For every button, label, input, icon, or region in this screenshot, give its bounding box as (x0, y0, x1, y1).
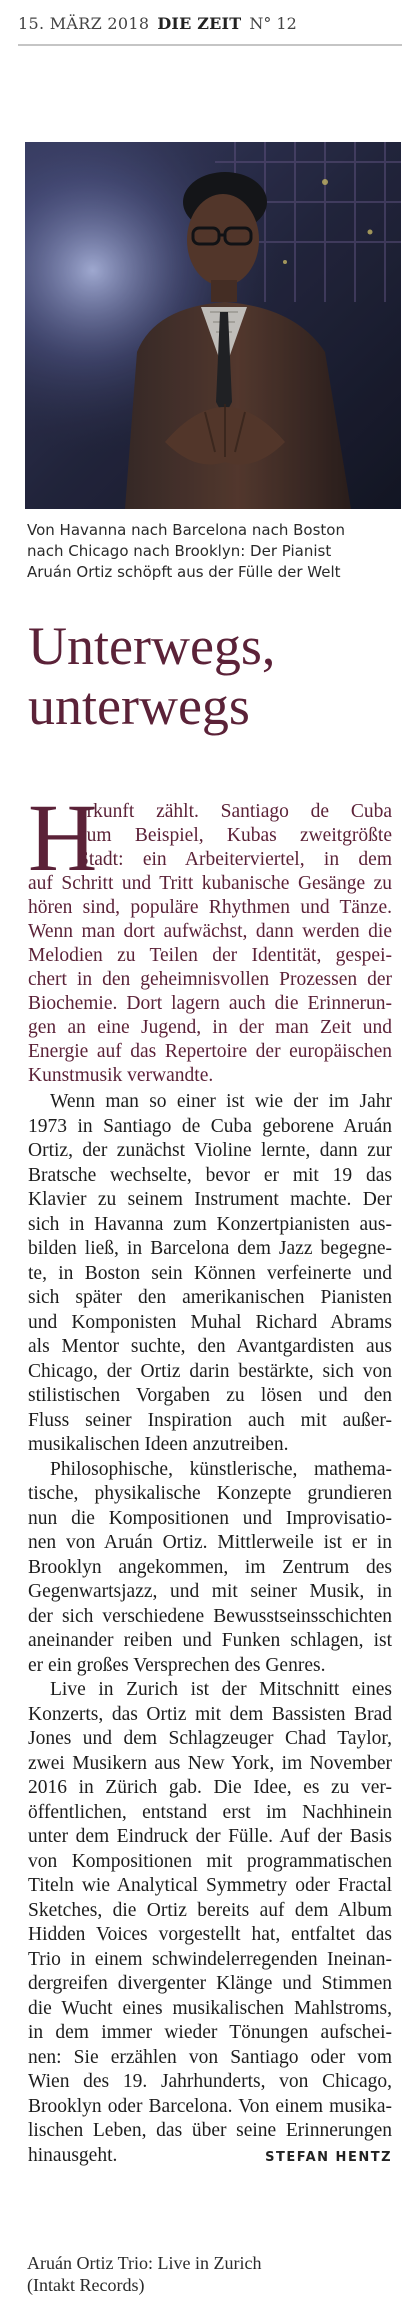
album-title: Aruán Ortiz Trio: Live in Zurich (27, 2253, 262, 2273)
body-line: 1973 in Santiago de Cuba geborene Aruán (28, 1115, 392, 1137)
photo-caption (27, 520, 397, 583)
body-line: öffentlichen, entstand erst im Nachhinein (28, 1801, 392, 1823)
body-line: Klavier zu seinem Instrument machte. Der (28, 1189, 392, 1210)
headline-line: Unterwegs, (28, 616, 276, 676)
intro-line: Energie auf das Repertoire der europäischen (28, 1041, 392, 1062)
caption-line: Aruán Ortiz schöpft aus der Fülle der Welt (27, 563, 341, 581)
body-line: tische, physikalische Konzepte grundieren (28, 1483, 392, 1504)
article-headline (28, 616, 398, 736)
portrait-photo (25, 142, 401, 509)
intro-line: zum Beispiel, Kubas zweitgrößte (78, 825, 392, 846)
body-line: Hidden Voices vorgestellt hat, entfaltet das (28, 1924, 392, 1945)
intro-line: chert in den geheimnisvollen Prozessen der (28, 969, 392, 990)
album-credits (27, 2252, 387, 2296)
intro-line: Stadt: ein Arbeiterviertel, in dem (78, 849, 392, 870)
body-line: unter dem Eindruck der Fülle. Auf der Basis (28, 1826, 392, 1847)
caption-line: Von Havanna nach Barcelona nach Boston (27, 521, 345, 539)
caption-line: nach Chicago nach Brooklyn: Der Pianist (27, 542, 332, 560)
body-line: te, in Boston sein Können verfeinerte und (28, 1262, 392, 1284)
newspaper-name: DIE ZEIT (157, 14, 242, 33)
body-line: 2016 in Zürich gab. Die Idee, es zu ver- (28, 1777, 392, 1798)
body-line: Fluss seiner Inspiration auch mit außer- (28, 1409, 392, 1431)
body-line: er ein großes Versprechen des Genres. (28, 1654, 326, 1676)
intro-line: auf Schritt und Tritt kubanische Gesänge zu (28, 873, 392, 894)
drop-cap: H (28, 784, 98, 891)
body-line: dergreifen divergenter Klänge und Stimmen (28, 1973, 392, 1994)
intro-line: gen an eine Jugend, in der man Zeit und (28, 1017, 392, 1038)
header-divider (18, 44, 402, 46)
body-line: die Wucht eines musikalischen Mahlstroms, (28, 1997, 392, 2019)
body-line: sich in Havanna zum Konzertpianisten aus- (28, 1213, 392, 1235)
intro-line: Kunstmusik verwandte. (28, 1065, 214, 1086)
body-line: Chicago, der Ortiz darin bestärkte, sich von (28, 1360, 392, 1382)
body-line: Wenn man so einer ist wie der im Jahr (50, 1091, 392, 1112)
body-line: Live in Zurich ist der Mitschnitt eines (50, 1679, 392, 1700)
body-line: Brooklyn oder Barcelona. Von einem musika- (28, 2095, 392, 2117)
headline-line: unterwegs (28, 676, 250, 736)
body-line: Titeln wie Analytical Symmetry oder Fractal (28, 1875, 392, 1896)
body-line: und Komponisten Muhal Richard Abrams (28, 1311, 392, 1333)
body-line: Wien des 19. Jahrhunderts, von Chicago, (28, 2071, 392, 2092)
body-line: musikalischen Ideen anzutreiben. (28, 1434, 289, 1455)
portrait-photo-icon (25, 142, 401, 509)
body-line: nen: Sie erzählen von Santiago oder vom (28, 2046, 392, 2068)
body-line: Konzerts, das Ortiz mit dem Bassisten Brad (28, 1703, 392, 1725)
body-line: nun die Kompositionen und Improvisatio- (28, 1507, 392, 1529)
issue-date: 15. MÄRZ 2018 (18, 14, 150, 33)
body-line: stilistischen Vorgaben zu lösen und den (28, 1385, 392, 1406)
body-line: Trio in einem schwindelerregenden Ineinan- (28, 1948, 392, 1970)
issue-number: N° 12 (249, 14, 297, 33)
intro-line: Wenn man dort aufwächst, dann werden die (28, 921, 392, 942)
closing-line (28, 2144, 392, 2171)
body-line: Sketches, die Ortiz bereits auf dem Album (28, 1899, 392, 1921)
body-line: sich später den amerikanischen Pianisten (28, 1287, 392, 1308)
intro-line: erkunft zählt. Santiago de Cuba (78, 801, 392, 822)
article-intro (28, 784, 392, 1088)
body-last-line: hinausgeht. (28, 2144, 118, 2166)
body-line: Brooklyn angekommen, im Zentrum des (28, 1556, 392, 1578)
body-line: von Kompositionen mit programmatischen (28, 1850, 392, 1872)
body-line: zwei Musikern aus New York, im November (28, 1752, 392, 1774)
body-line: der sich verschiedene Bewusstseinsschichten (28, 1605, 392, 1627)
page-header (18, 14, 402, 34)
body-line: Philosophische, künstlerische, mathema- (50, 1458, 392, 1480)
intro-line: Melodien zu Teilen der Identität, gespei- (28, 945, 392, 966)
body-line: aneinander reiben und Funken schlagen, ist (28, 1630, 392, 1651)
author-signature: STEFAN HENTZ (265, 2149, 392, 2165)
body-line: Gegenwartsjazz, und mit seiner Musik, in (28, 1581, 392, 1602)
body-line: in dem immer wieder Tönungen aufschei- (28, 2022, 392, 2043)
body-line: bilden ließ, in Barcelona dem Jazz begegne- (28, 1238, 392, 1259)
body-line: Bratsche wechselte, bevor er mit 19 das (28, 1164, 392, 1186)
body-line: als Mentor suchte, den Avantgardisten aus (28, 1336, 392, 1357)
body-line: Jones und dem Schlagzeuger Chad Taylor, (28, 1728, 392, 1749)
article-body (28, 1090, 392, 2170)
intro-line: hören sind, populäre Rhythmen und Tänze. (28, 897, 392, 918)
album-label: (Intakt Records) (27, 2275, 145, 2295)
intro-line: Biochemie. Dort lagern auch die Erinnerun- (28, 993, 392, 1014)
body-line: Ortiz, der zunächst Violine lernte, dann zur (28, 1140, 392, 1161)
body-line: lischen Leben, das über seine Erinnerungen (28, 2120, 392, 2141)
body-line: nen von Aruán Ortiz. Mittlerweile ist er in (28, 1532, 392, 1553)
